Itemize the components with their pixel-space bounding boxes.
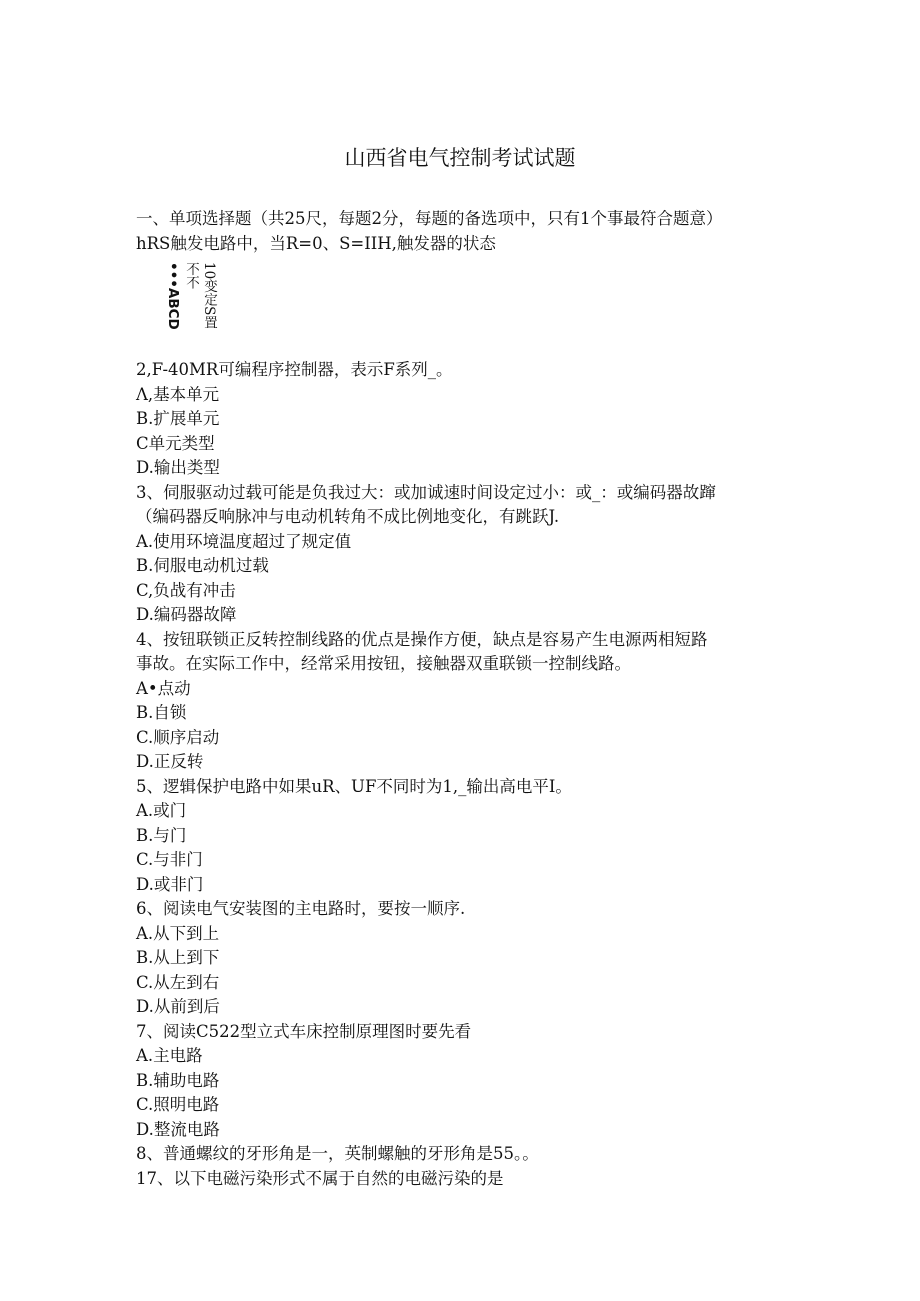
option-line: A•点动: [136, 678, 191, 698]
option-line: D.从前到后: [136, 997, 220, 1016]
option-line: B.与门: [136, 825, 187, 845]
question-line: 事故。在实际工作中，经常采用按钮，接触器双重联锁一控制线路。: [136, 654, 631, 673]
question-line: 3、伺服驱动过载可能是负我过大：或加诚速时间设定过小：或_：或编码器故蹿: [136, 482, 716, 502]
option-line: Λ,基本单元: [136, 384, 220, 404]
option-line: C.与非门: [136, 850, 203, 869]
option-line: B.自锁: [136, 703, 187, 722]
vertical-option-letters: •••ABCD: [165, 262, 181, 330]
question-line: 6、阅读电气安装图的主电路时，要按一顺序.: [136, 899, 466, 918]
option-line: C.顺序启动: [136, 727, 220, 747]
option-line: B.扩展单元: [136, 409, 220, 428]
vertical-option-text: 不不: [183, 262, 199, 289]
option-line: B.从上到下: [136, 948, 220, 967]
section-header: 一、单项选择题（共25尺，每题2分，每题的备选项中，只有1个事最符合题意）: [136, 209, 723, 228]
question-line: 8、普通螺纹的牙形角是一，英制螺触的牙形角是55。。: [136, 1144, 539, 1163]
question-line: hRS触发电路中，当R=0、S=IIH,触发器的状态: [136, 233, 496, 253]
option-line: B.伺服电动机过载: [136, 556, 269, 575]
page-title: 山西省电气控制考试试题: [344, 146, 576, 170]
question-line: 4、按钮联锁正反转控制线路的优点是操作方便，缺点是容易产生电源两相短路: [136, 629, 708, 649]
question-line: 5、逻辑保护电路中如果uR、UF不同时为1,_输出高电平I。: [136, 776, 572, 796]
vertical-option-text: 10变定S置: [201, 262, 217, 329]
option-line: D.正反转: [136, 752, 204, 771]
question-body: [136, 207, 796, 1191]
option-line: A.从下到上: [136, 923, 220, 943]
option-line: D.编码器故障: [136, 605, 237, 624]
question-line: 2,F-40MR可编程序控制器，表示F系列_。: [136, 360, 453, 379]
option-line: C.从左到右: [136, 972, 220, 992]
option-line: A.使用环境温度超过了规定值: [136, 531, 352, 551]
option-line: D.输出类型: [136, 458, 220, 477]
option-line: D.整流电路: [136, 1119, 220, 1139]
question-line: 17、以下电磁污染形式不属于自然的电磁污染的是: [136, 1168, 504, 1188]
option-line: B.辅助电路: [136, 1070, 220, 1090]
option-line: A.或门: [136, 801, 187, 820]
option-line: D.或非门: [136, 874, 204, 894]
question-1-options-vertical: [136, 258, 796, 350]
option-line: C,负战有冲击: [136, 580, 236, 600]
option-line: C单元类型: [136, 433, 215, 453]
question-line: （编码器反响脉冲与电动机转角不成比例地变化，有跳跃J.: [136, 507, 560, 526]
option-line: A.主电路: [136, 1046, 203, 1065]
option-line: C.照明电路: [136, 1095, 220, 1114]
question-line: 7、阅读C522型立式车床控制原理图时要先看: [136, 1021, 472, 1041]
